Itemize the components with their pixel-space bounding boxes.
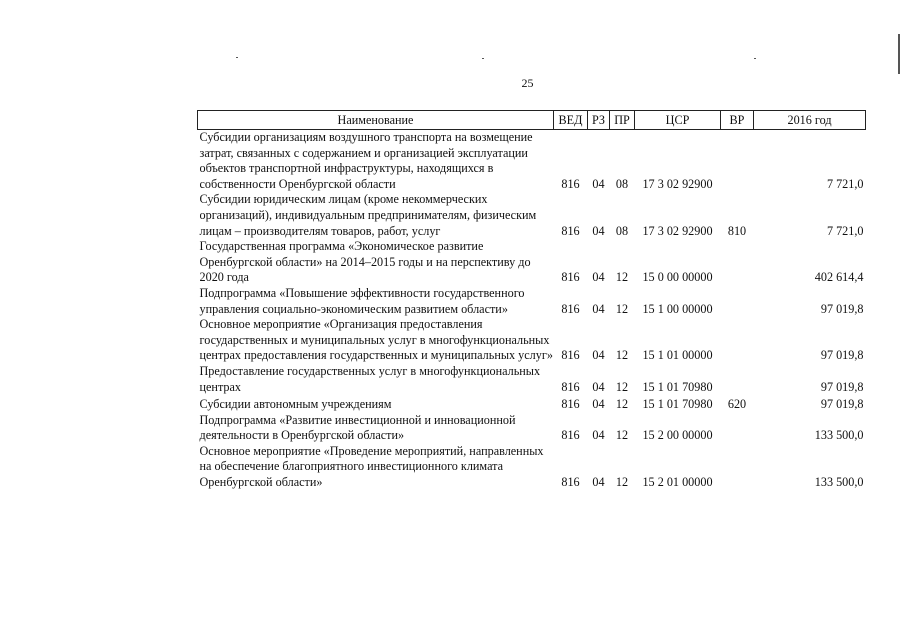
scan-edge-mark — [898, 34, 900, 74]
row-name: Подпрограмма «Повышение эффективности государственного управления социально-экономическим развитием области» — [199, 285, 525, 316]
row-csr: 17 3 02 92900 — [642, 223, 713, 238]
row-csr: 17 3 02 92900 — [642, 176, 713, 191]
row-pr: 12 — [615, 348, 629, 363]
row-csr: 15 1 01 70980 — [642, 379, 713, 394]
row-ved: 816 — [561, 223, 580, 238]
row-amount: 133 500,0 — [814, 475, 864, 490]
row-vr — [721, 130, 754, 193]
row-ved: 816 — [561, 397, 580, 412]
row-csr: 15 2 01 00000 — [642, 475, 713, 490]
row-vr — [721, 317, 754, 364]
row-csr: 15 1 01 70980 — [642, 397, 713, 412]
row-rz: 04 — [592, 379, 605, 394]
budget-table-container — [197, 110, 865, 491]
row-ved: 816 — [561, 176, 580, 191]
row-name: Основное мероприятие «Проведение мероприятий, направленных на обеспечение благоприятного инвестиционного климата Оренбургской области» — [199, 443, 544, 490]
row-ved: 816 — [561, 270, 580, 285]
scan-speck — [236, 57, 238, 58]
row-csr: 15 0 00 00000 — [642, 270, 713, 285]
row-name: Государственная программа «Экономическое развитие Оренбургской области» на 2014–2015 годы и на перспективу до 2020 года — [199, 239, 531, 285]
row-pr: 12 — [615, 301, 629, 316]
row-name: Предоставление государственных услуг в многофункциональных центрах — [199, 363, 541, 394]
row-pr: 08 — [615, 223, 629, 238]
table-row — [198, 317, 866, 364]
scan-speck — [754, 58, 756, 59]
row-amount: 97 019,8 — [820, 301, 864, 316]
row-rz: 04 — [592, 270, 605, 285]
row-ved: 816 — [561, 348, 580, 363]
header-rz: РЗ — [588, 111, 610, 130]
row-amount: 7 721,0 — [826, 223, 864, 238]
row-rz: 04 — [592, 397, 605, 412]
row-name: Подпрограмма «Развитие инвестиционной и инновационной деятельности в Оренбургской области» — [199, 412, 516, 443]
table-row — [198, 286, 866, 317]
row-vr: 810 — [727, 223, 747, 238]
table-row — [198, 395, 866, 413]
row-amount: 97 019,8 — [820, 379, 864, 394]
row-pr: 12 — [615, 475, 629, 490]
row-pr: 12 — [615, 428, 629, 443]
table-row — [198, 444, 866, 491]
row-ved: 816 — [561, 475, 580, 490]
row-csr: 15 1 00 00000 — [642, 301, 713, 316]
row-pr: 12 — [615, 397, 629, 412]
budget-table — [197, 110, 866, 491]
row-amount: 7 721,0 — [826, 176, 864, 191]
table-row — [198, 413, 866, 444]
row-amount: 97 019,8 — [820, 397, 864, 412]
row-name: Субсидии юридическим лицам (кроме некоммерческих организаций), индивидуальным предпринимателям, физическим лицам – производителям товаров, работ, услуг — [199, 192, 537, 238]
row-rz: 04 — [592, 301, 605, 316]
table-row — [198, 192, 866, 239]
row-vr — [721, 413, 754, 444]
row-csr: 15 1 01 00000 — [642, 348, 713, 363]
table-header-row — [198, 111, 866, 130]
row-amount: 97 019,8 — [820, 348, 864, 363]
row-ved: 816 — [561, 301, 580, 316]
header-vr: ВР — [721, 111, 754, 130]
header-csr: ЦСР — [635, 111, 721, 130]
row-pr: 08 — [615, 176, 629, 191]
row-name: Субсидии организациям воздушного транспорта на возмещение затрат, связанных с содержанием и организацией эксплуатации объектов транспортной инфраструктуры, находящихся в собственности Оренбургской области — [199, 130, 533, 191]
row-pr: 12 — [615, 379, 629, 394]
row-rz: 04 — [592, 428, 605, 443]
row-amount: 402 614,4 — [814, 270, 864, 285]
row-vr — [721, 444, 754, 491]
table-row — [198, 130, 866, 193]
scan-speck — [482, 58, 484, 59]
row-rz: 04 — [592, 176, 605, 191]
row-vr — [721, 286, 754, 317]
row-vr — [721, 239, 754, 286]
row-rz: 04 — [592, 475, 605, 490]
row-amount: 133 500,0 — [814, 428, 864, 443]
row-vr — [721, 364, 754, 395]
row-csr: 15 2 00 00000 — [642, 428, 713, 443]
table-row — [198, 239, 866, 286]
header-pr: ПР — [610, 111, 635, 130]
row-pr: 12 — [615, 270, 629, 285]
row-name: Субсидии автономным учреждениям — [199, 397, 392, 412]
row-rz: 04 — [592, 223, 605, 238]
row-name: Основное мероприятие «Организация предоставления государственных и муниципальных услуг в многофункциональных центрах предоставления государственных и муниципальных услуг» — [199, 317, 553, 363]
row-rz: 04 — [592, 348, 605, 363]
header-year: 2016 год — [754, 111, 866, 130]
page-number: 25 — [521, 76, 534, 90]
row-ved: 816 — [561, 379, 580, 394]
row-ved: 816 — [561, 428, 580, 443]
row-vr: 620 — [727, 397, 747, 412]
table-row — [198, 364, 866, 395]
header-name: Наименование — [198, 111, 554, 130]
header-ved: ВЕД — [554, 111, 588, 130]
